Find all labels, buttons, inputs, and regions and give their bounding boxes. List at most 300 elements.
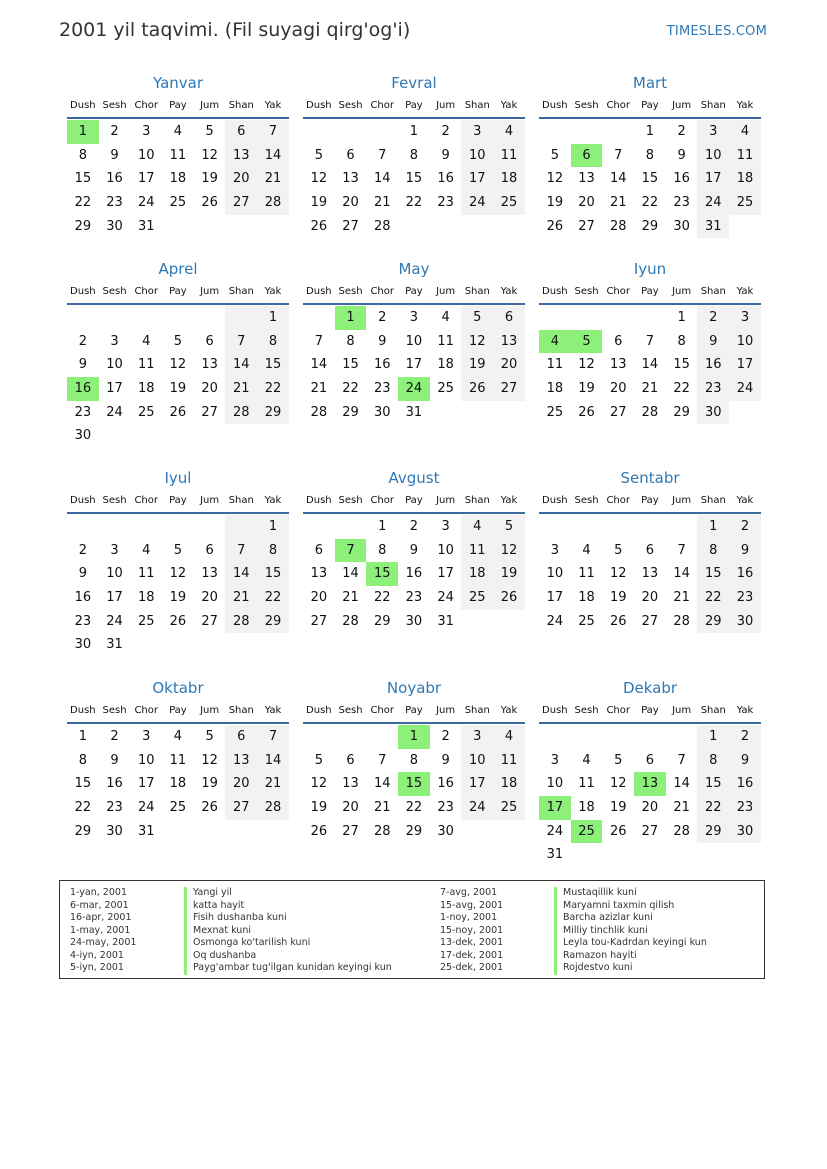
- day-cell: 21: [641, 381, 659, 397]
- day-cell: 3: [461, 725, 493, 749]
- weekday-label: Jum: [672, 286, 692, 297]
- legend-holiday-name: Mustaqillik kuni: [554, 887, 637, 900]
- day-cell: 18: [137, 590, 155, 606]
- day-cell: 8: [346, 333, 355, 349]
- weekday-label: Yak: [736, 100, 754, 111]
- day-cell: 30: [697, 401, 729, 425]
- weekday-label: Pay: [641, 495, 659, 506]
- day-cell: 12: [609, 566, 627, 582]
- day-cell: 15: [697, 562, 729, 586]
- day-cell: 16: [106, 171, 123, 187]
- day-cell: 16: [74, 590, 92, 606]
- day-cell: 1: [409, 124, 419, 139]
- day-cell: 8: [645, 147, 655, 163]
- day-cell: 29: [697, 820, 729, 844]
- day-cell: 6: [645, 752, 655, 768]
- weekday-label: Dush: [306, 495, 332, 506]
- day-cell: 14: [342, 566, 359, 582]
- day-cell: 4: [173, 124, 183, 139]
- day-cell: 17: [106, 590, 123, 606]
- empty-cell: [539, 120, 571, 144]
- weekday-label: Jum: [672, 100, 692, 111]
- day-cell: 10: [461, 144, 493, 168]
- weekday-label: Dush: [70, 495, 96, 506]
- day-cell: 25: [578, 613, 595, 629]
- empty-cell: [666, 725, 698, 749]
- weekday-label: Chor: [606, 495, 630, 506]
- day-cell: 10: [697, 144, 729, 168]
- weekday-label: Sesh: [102, 100, 127, 111]
- day-grid: [67, 120, 289, 238]
- day-cell: 14: [373, 776, 391, 792]
- empty-cell: [634, 306, 666, 330]
- legend-holiday-name: Barcha azizlar kuni: [554, 912, 653, 925]
- day-cell: 30: [405, 613, 423, 629]
- day-cell: 10: [546, 566, 564, 582]
- empty-cell: [335, 725, 367, 749]
- day-cell: 10: [729, 330, 761, 354]
- day-cell: 29: [405, 823, 423, 839]
- day-cell: 13: [342, 171, 359, 187]
- day-cell: 5: [550, 147, 559, 163]
- day-cell: 23: [697, 377, 729, 401]
- month-mart: [539, 73, 761, 238]
- legend-date: 15-noy, 2001: [440, 924, 504, 936]
- weekday-label: Shan: [700, 286, 726, 297]
- legend-holiday-name: katta hayit: [184, 900, 244, 913]
- day-cell: 17: [546, 590, 564, 606]
- day-cell: 17: [137, 776, 155, 792]
- site-brand-link[interactable]: TIMESLES.COM: [666, 24, 767, 39]
- day-cell: 20: [342, 195, 359, 211]
- day-cell: 4: [493, 725, 525, 749]
- day-cell: 12: [493, 539, 525, 563]
- day-cell: 18: [493, 167, 525, 191]
- day-cell: 29: [697, 610, 729, 634]
- day-cell: 8: [697, 749, 729, 773]
- day-cell: 24: [697, 191, 729, 215]
- day-cell: 31: [697, 215, 729, 239]
- day-cell: 2: [441, 729, 450, 744]
- day-cell: 31: [137, 218, 155, 234]
- day-cell: 28: [609, 218, 627, 234]
- month-iyul: [67, 468, 289, 657]
- holiday-day-cell: 1: [67, 120, 99, 144]
- day-cell: 10: [461, 749, 493, 773]
- weekday-label: Shan: [700, 705, 726, 716]
- empty-cell: [162, 515, 194, 539]
- weekday-label: Dush: [542, 705, 568, 716]
- weekday-label: Pay: [405, 705, 423, 716]
- weekday-header: [303, 492, 525, 514]
- day-cell: 13: [578, 171, 595, 187]
- month-name: Avgust: [388, 469, 440, 487]
- day-cell: 1: [257, 515, 289, 539]
- day-cell: 24: [546, 823, 564, 839]
- day-cell: 25: [137, 404, 155, 420]
- day-cell: 8: [257, 330, 289, 354]
- day-cell: 16: [405, 566, 423, 582]
- day-grid: [303, 725, 525, 843]
- day-cell: 10: [405, 333, 423, 349]
- day-cell: 21: [257, 167, 289, 191]
- day-cell: 14: [673, 776, 690, 792]
- day-cell: 26: [201, 800, 218, 816]
- day-cell: 28: [641, 404, 659, 420]
- day-cell: 18: [437, 357, 454, 373]
- weekday-label: Pay: [405, 286, 423, 297]
- day-cell: 18: [546, 381, 564, 397]
- weekday-label: Shan: [700, 100, 726, 111]
- day-cell: 27: [493, 377, 525, 401]
- day-cell: 25: [493, 796, 525, 820]
- day-cell: 4: [582, 542, 591, 558]
- day-cell: 7: [677, 752, 686, 768]
- empty-cell: [303, 120, 335, 144]
- empty-cell: [602, 515, 634, 539]
- holiday-day-cell: 1: [398, 725, 430, 749]
- legend-date: 1-may, 2001: [70, 924, 131, 936]
- empty-cell: [602, 306, 634, 330]
- day-cell: 24: [461, 191, 493, 215]
- month-name: Iyul: [164, 469, 192, 487]
- day-cell: 25: [437, 381, 454, 397]
- day-cell: 21: [673, 590, 690, 606]
- day-cell: 4: [461, 515, 493, 539]
- empty-cell: [303, 725, 335, 749]
- day-cell: 11: [461, 539, 493, 563]
- day-cell: 26: [169, 613, 187, 629]
- day-cell: 31: [437, 613, 454, 629]
- day-cell: 4: [729, 120, 761, 144]
- holiday-day-cell: 5: [571, 330, 603, 354]
- holiday-day-cell: 17: [539, 796, 571, 820]
- weekday-label: Sesh: [102, 495, 127, 506]
- day-cell: 27: [310, 613, 328, 629]
- day-cell: 21: [257, 772, 289, 796]
- day-cell: 11: [137, 566, 155, 582]
- day-cell: 9: [441, 147, 450, 163]
- day-cell: 15: [74, 776, 92, 792]
- empty-cell: [303, 515, 335, 539]
- month-sentabr: [539, 468, 761, 633]
- empty-cell: [99, 515, 131, 539]
- day-cell: 31: [137, 823, 155, 839]
- weekday-label: Jum: [200, 286, 220, 297]
- day-cell: 11: [493, 749, 525, 773]
- day-cell: 2: [729, 725, 761, 749]
- weekday-label: Dush: [306, 286, 332, 297]
- empty-cell: [67, 515, 99, 539]
- day-cell: 3: [142, 124, 151, 139]
- day-cell: 23: [106, 800, 123, 816]
- weekday-label: Shan: [228, 705, 254, 716]
- month-name: Sentabr: [620, 469, 680, 487]
- legend-date: 15-avg, 2001: [440, 899, 504, 911]
- day-cell: 6: [645, 542, 655, 558]
- day-cell: 9: [729, 539, 761, 563]
- day-cell: 26: [493, 586, 525, 610]
- day-cell: 27: [225, 191, 257, 215]
- day-cell: 25: [493, 191, 525, 215]
- holiday-day-cell: 25: [571, 820, 603, 844]
- legend-holiday-name: Osmonga ko'tarilish kuni: [184, 937, 310, 950]
- weekday-label: Jum: [672, 495, 692, 506]
- day-cell: 21: [225, 377, 257, 401]
- day-cell: 1: [677, 310, 686, 325]
- weekday-label: Shan: [228, 286, 254, 297]
- weekday-header: [303, 283, 525, 305]
- day-cell: 8: [409, 147, 419, 163]
- day-cell: 28: [225, 401, 257, 425]
- day-cell: 14: [225, 562, 257, 586]
- weekday-header: [67, 283, 289, 305]
- weekday-label: Sesh: [574, 286, 599, 297]
- month-name: Dekabr: [622, 679, 678, 697]
- day-cell: 26: [201, 195, 218, 211]
- day-cell: 20: [201, 381, 218, 397]
- day-cell: 29: [257, 610, 289, 634]
- empty-cell: [67, 306, 99, 330]
- day-cell: 7: [614, 147, 623, 163]
- day-cell: 27: [641, 823, 659, 839]
- day-cell: 7: [257, 120, 289, 144]
- day-cell: 9: [677, 147, 686, 163]
- day-cell: 9: [78, 357, 87, 373]
- day-cell: 30: [437, 823, 454, 839]
- day-cell: 11: [437, 333, 454, 349]
- empty-cell: [366, 120, 398, 144]
- day-cell: 14: [641, 357, 659, 373]
- empty-cell: [130, 306, 162, 330]
- day-cell: 28: [373, 218, 391, 234]
- weekday-label: Pay: [169, 705, 187, 716]
- holiday-legend: [59, 880, 765, 979]
- day-cell: 19: [310, 800, 328, 816]
- legend-holiday-name: Leyla tou-Kadrdan keyingi kun: [554, 937, 707, 950]
- day-cell: 1: [697, 725, 729, 749]
- weekday-label: Shan: [464, 100, 490, 111]
- day-cell: 20: [578, 195, 595, 211]
- weekday-label: Sesh: [574, 100, 599, 111]
- day-cell: 19: [169, 381, 187, 397]
- holiday-day-cell: 24: [398, 377, 430, 401]
- day-cell: 21: [609, 195, 627, 211]
- weekday-label: Jum: [200, 100, 220, 111]
- weekday-label: Chor: [370, 495, 394, 506]
- day-cell: 5: [493, 515, 525, 539]
- weekday-label: Jum: [436, 495, 456, 506]
- day-grid: [303, 306, 525, 424]
- day-cell: 12: [310, 171, 328, 187]
- day-cell: 13: [641, 566, 659, 582]
- day-cell: 24: [106, 613, 123, 629]
- day-cell: 1: [78, 729, 87, 744]
- day-cell: 13: [201, 566, 218, 582]
- legend-holiday-name: Yangi yil: [184, 887, 232, 900]
- day-cell: 19: [493, 562, 525, 586]
- weekday-label: Shan: [464, 286, 490, 297]
- day-cell: 4: [142, 333, 151, 349]
- day-cell: 29: [257, 401, 289, 425]
- day-cell: 5: [173, 542, 183, 558]
- day-cell: 6: [205, 542, 214, 558]
- weekday-label: Chor: [134, 100, 158, 111]
- legend-date: 1-noy, 2001: [440, 912, 498, 923]
- month-fevral: [303, 73, 525, 238]
- day-cell: 17: [729, 353, 761, 377]
- day-cell: 3: [729, 306, 761, 330]
- day-cell: 9: [441, 752, 450, 768]
- day-cell: 3: [409, 310, 419, 325]
- day-cell: 6: [346, 147, 355, 163]
- weekday-label: Jum: [672, 705, 692, 716]
- day-cell: 18: [169, 776, 187, 792]
- day-cell: 7: [314, 333, 323, 349]
- day-cell: 4: [493, 120, 525, 144]
- holiday-day-cell: 15: [366, 562, 398, 586]
- day-cell: 26: [578, 404, 595, 420]
- day-cell: 23: [437, 195, 454, 211]
- month-name: Iyun: [633, 260, 667, 278]
- weekday-header: [539, 492, 761, 514]
- weekday-label: Dush: [70, 705, 96, 716]
- day-cell: 21: [225, 586, 257, 610]
- legend-date: 4-iyn, 2001: [70, 949, 124, 961]
- weekday-label: Sesh: [574, 705, 599, 716]
- day-cell: 22: [373, 590, 391, 606]
- weekday-label: Yak: [264, 286, 282, 297]
- weekday-label: Chor: [606, 100, 630, 111]
- day-cell: 18: [169, 171, 187, 187]
- day-grid: [67, 515, 289, 657]
- day-cell: 30: [673, 218, 690, 234]
- day-cell: 22: [405, 195, 423, 211]
- day-cell: 12: [169, 566, 187, 582]
- weekday-label: Pay: [641, 100, 659, 111]
- day-cell: 8: [257, 539, 289, 563]
- day-cell: 7: [225, 330, 257, 354]
- empty-cell: [335, 120, 367, 144]
- holiday-day-cell: 1: [335, 306, 367, 330]
- day-cell: 6: [205, 333, 214, 349]
- day-cell: 29: [74, 823, 92, 839]
- day-cell: 13: [201, 357, 218, 373]
- day-cell: 5: [614, 752, 623, 768]
- day-cell: 10: [546, 776, 564, 792]
- empty-cell: [99, 306, 131, 330]
- weekday-label: Dush: [306, 705, 332, 716]
- legend-holiday-name: Milliy tinchlik kuni: [554, 925, 648, 938]
- day-cell: 9: [729, 749, 761, 773]
- day-cell: 31: [546, 847, 564, 863]
- holiday-day-cell: 13: [634, 772, 666, 796]
- weekday-label: Pay: [169, 495, 187, 506]
- day-cell: 14: [257, 144, 289, 168]
- legend-holiday-name: Fisih dushanba kuni: [184, 912, 287, 925]
- day-cell: 15: [74, 171, 92, 187]
- day-cell: 9: [110, 147, 119, 163]
- day-cell: 16: [437, 776, 454, 792]
- weekday-label: Jum: [436, 100, 456, 111]
- day-cell: 22: [697, 796, 729, 820]
- day-cell: 26: [609, 823, 627, 839]
- day-cell: 29: [74, 218, 92, 234]
- legend-date: 17-dek, 2001: [440, 949, 504, 961]
- day-cell: 19: [609, 590, 627, 606]
- day-cell: 27: [578, 218, 595, 234]
- day-cell: 14: [373, 171, 391, 187]
- weekday-label: Pay: [405, 100, 423, 111]
- legend-holiday-name: Payg'ambar tug'ilgan kunidan keyingi kun: [184, 962, 392, 975]
- day-cell: 7: [225, 539, 257, 563]
- day-cell: 3: [110, 333, 119, 349]
- day-cell: 17: [437, 566, 454, 582]
- day-cell: 5: [461, 306, 493, 330]
- day-cell: 20: [310, 590, 328, 606]
- day-cell: 6: [346, 752, 355, 768]
- weekday-label: Yak: [264, 705, 282, 716]
- day-cell: 1: [257, 306, 289, 330]
- day-cell: 30: [106, 823, 123, 839]
- weekday-label: Yak: [264, 100, 282, 111]
- day-cell: 22: [257, 377, 289, 401]
- day-cell: 6: [225, 725, 257, 749]
- day-cell: 17: [461, 772, 493, 796]
- day-cell: 20: [493, 353, 525, 377]
- day-cell: 27: [342, 823, 359, 839]
- day-cell: 17: [106, 381, 123, 397]
- day-cell: 14: [310, 357, 328, 373]
- day-cell: 27: [201, 404, 218, 420]
- day-cell: 15: [405, 171, 423, 187]
- weekday-header: [539, 97, 761, 119]
- day-cell: 10: [106, 566, 123, 582]
- weekday-label: Chor: [370, 286, 394, 297]
- empty-cell: [571, 120, 603, 144]
- day-cell: 25: [169, 800, 187, 816]
- day-cell: 24: [461, 796, 493, 820]
- weekday-label: Yak: [736, 495, 754, 506]
- legend-holiday-name: Mexnat kuni: [184, 925, 251, 938]
- day-cell: 30: [74, 428, 92, 444]
- weekday-label: Shan: [700, 495, 726, 506]
- day-cell: 2: [677, 124, 686, 139]
- day-cell: 15: [257, 562, 289, 586]
- day-cell: 20: [641, 800, 659, 816]
- empty-cell: [539, 515, 571, 539]
- month-yanvar: [67, 73, 289, 238]
- holiday-day-cell: 15: [398, 772, 430, 796]
- day-cell: 29: [373, 613, 391, 629]
- day-cell: 28: [673, 823, 690, 839]
- weekday-header: [67, 702, 289, 724]
- day-cell: 20: [641, 590, 659, 606]
- day-cell: 24: [137, 195, 155, 211]
- day-cell: 6: [614, 333, 623, 349]
- day-cell: 22: [257, 586, 289, 610]
- day-cell: 22: [641, 195, 659, 211]
- day-cell: 2: [110, 124, 119, 139]
- month-dekabr: [539, 678, 761, 867]
- day-cell: 12: [310, 776, 328, 792]
- day-cell: 12: [201, 752, 218, 768]
- empty-cell: [162, 306, 194, 330]
- day-cell: 14: [609, 171, 627, 187]
- day-cell: 22: [405, 800, 423, 816]
- day-cell: 29: [641, 218, 659, 234]
- day-cell: 28: [673, 613, 690, 629]
